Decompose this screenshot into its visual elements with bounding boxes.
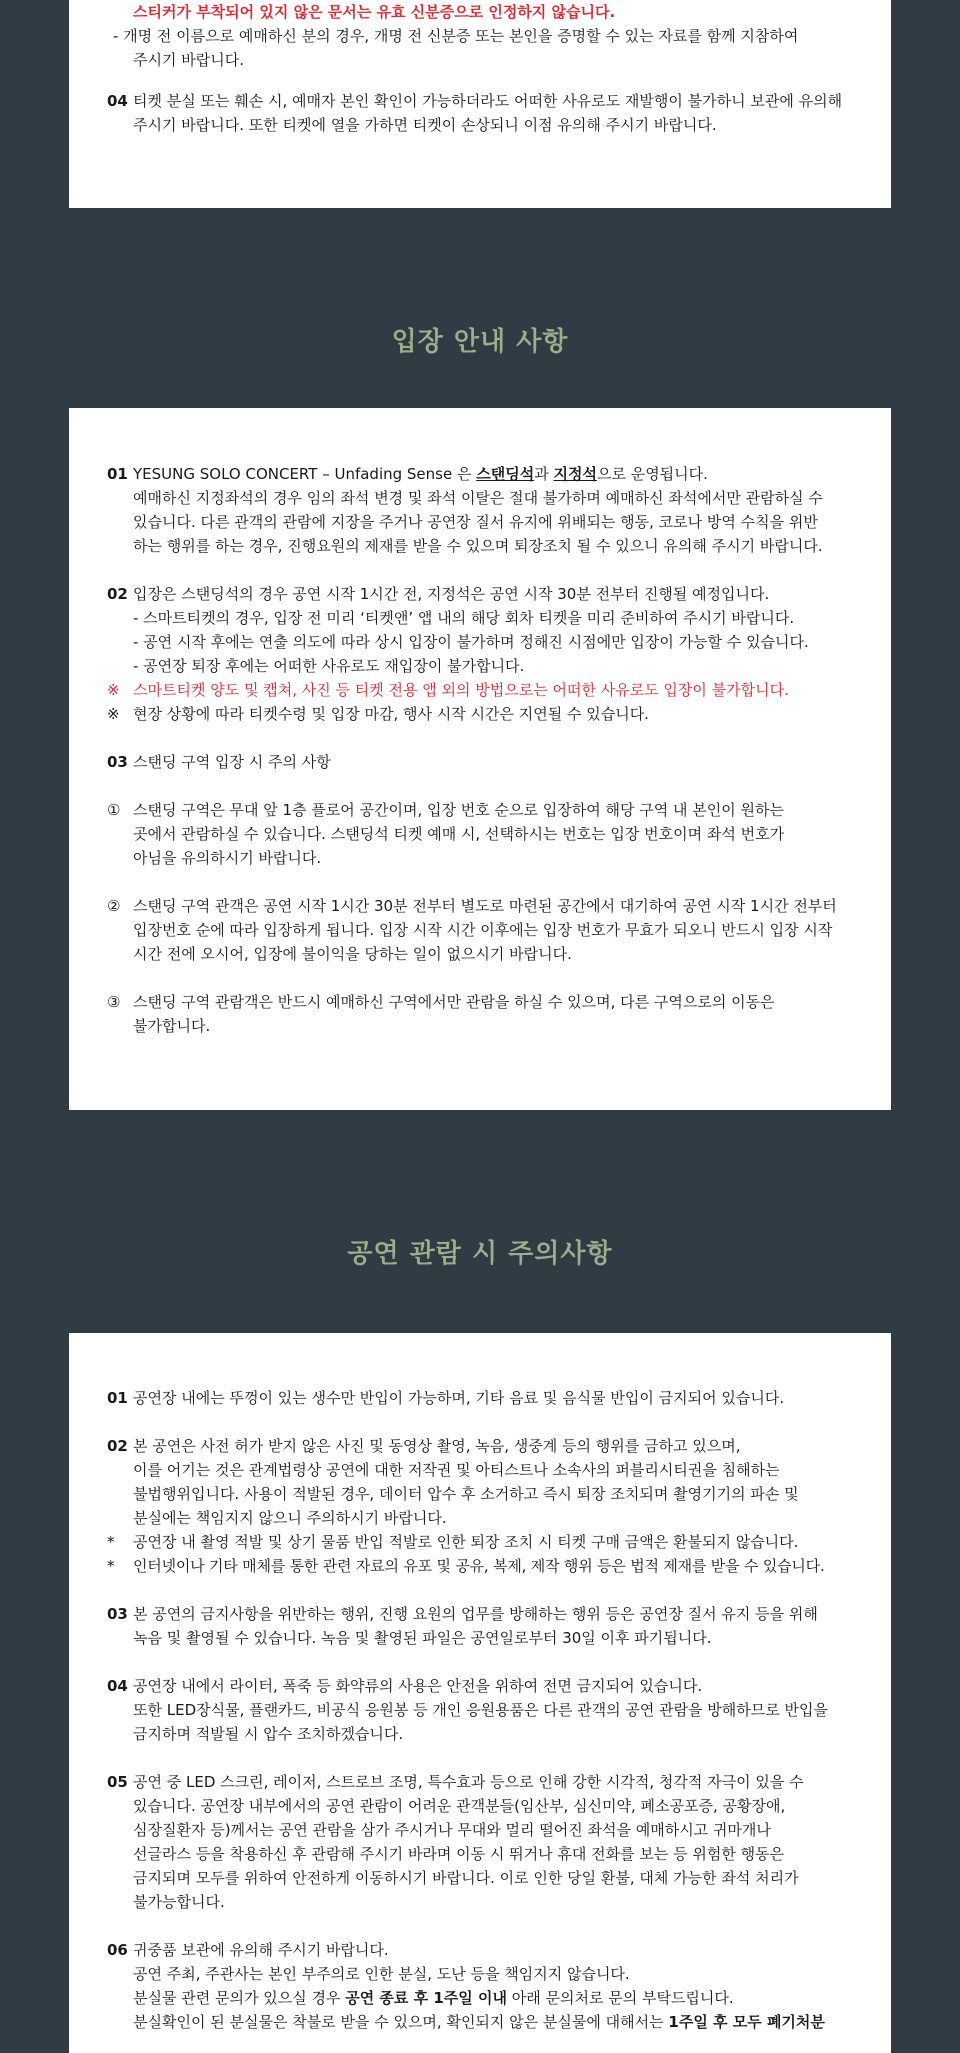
- item-text-line: 공연장 내에는 뚜껑이 있는 생수만 반입이 가능하며, 기타 음료 및 음식물 반입이 금지되어 있습니다.: [133, 1389, 785, 1407]
- item-text-line: 예매하신 지정좌석의 경우 임의 좌석 변경 및 좌석 이탈은 절대 불가하며 예매하신 좌석에서만 관람하실 수: [133, 489, 823, 507]
- item-text-line: [133, 462, 869, 486]
- note-mark: ※: [107, 681, 120, 699]
- item-text-line: - 스마트티켓의 경우, 입장 전 미리 ‘티켓앤’ 앱 내의 해당 회차 티켓을 미리 준비하여 주시기 바랍니다.: [133, 609, 795, 627]
- item-text-line: 공연 주최, 주관사는 본인 부주의로 인한 분실, 도난 등을 책임지지 않습니다.: [133, 1965, 630, 1983]
- item-text-line: 금지되며 모두를 위하여 안전하게 이동하시기 바랍니다. 이로 인한 당일 환불, 대체 가능한 좌석 처리가: [133, 1869, 799, 1887]
- item-text-line: 주시기 바랍니다. 또한 티켓에 열을 가하면 티켓이 손상되니 이점 유의해 주시기 바랍니다.: [133, 116, 717, 134]
- item-text-line: 이를 어기는 것은 관계법령상 공연에 대한 저작권 및 아티스트나 소속사의 퍼블리시티권을 침해하는: [133, 1461, 780, 1479]
- standing-rule-3: [107, 990, 869, 1038]
- item-number: 03: [107, 753, 128, 771]
- circled-number: ③: [107, 993, 121, 1011]
- item-text-line: 스탠딩 구역 관객은 공연 시작 1시간 30분 전부터 별도로 마련된 공간에서 대기하여 공연 시작 1시간 전부터: [133, 897, 837, 915]
- disposal-notice: 1주일 후 모두 폐기처분: [668, 2013, 825, 2031]
- entry-item-01: [107, 462, 869, 558]
- item-text-line: 티켓 분실 또는 훼손 시, 예매자 본인 확인이 가능하더라도 어떠한 사유로도 재발행이 불가하니 보관에 유의해: [133, 92, 843, 110]
- item-text-line: [133, 1986, 869, 2010]
- operation-text: 으로 운영됩니다.: [596, 465, 708, 483]
- section-title-entry: 입장 안내 사항: [391, 327, 569, 357]
- smart-ticket-warning: [107, 678, 869, 702]
- viewing-caution-card: [69, 1333, 891, 2053]
- item-text-line: 선글라스 등을 착용하신 후 관람해 주시기 바라며 이동 시 뛰거나 휴대 전화를 보는 등 위험한 행동은: [133, 1845, 785, 1863]
- item-text-line: 녹음 및 촬영될 수 있습니다. 녹음 및 촬영된 파일은 공연일로부터 30일 이후 파기됩니다.: [133, 1629, 712, 1647]
- entry-item-03: [107, 750, 869, 774]
- item-text-line: 금지하며 적발될 시 압수 조치하겠습니다.: [133, 1725, 404, 1743]
- item-text-line: 본 공연은 사전 허가 받지 않은 사진 및 동영상 촬영, 녹음, 생중계 등의 행위를 금하고 있으며,: [133, 1437, 741, 1455]
- viewing-item-02: [107, 1434, 869, 1530]
- item-text-line: 입장은 스탠딩석의 경우 공연 시작 1시간 전, 지정석은 공연 시작 30분 전부터 진행될 예정입니다.: [133, 585, 770, 603]
- viewing-item-05: [107, 1770, 869, 1914]
- circled-number: ②: [107, 897, 121, 915]
- id-sticker-warning: 스티커가 부착되어 있지 않은 문서는 유효 신분증으로 인정하지 않습니다.: [133, 3, 616, 21]
- item-text-line: - 공연 시작 후에는 연출 의도에 따라 상시 입장이 불가하며 정해진 시점에만 입장이 가능할 수 있습니다.: [133, 633, 809, 651]
- standing-seat-label: 스탠딩석: [476, 465, 535, 483]
- item-text-line: 불가능합니다.: [133, 1893, 225, 1911]
- standing-rule-1: [107, 798, 869, 870]
- standing-rule-2: [107, 894, 869, 966]
- lost-item-text: 분실물 관련 문의가 있으실 경우: [133, 1989, 346, 2007]
- note-mark: ※: [107, 705, 120, 723]
- item-text-line: 귀중품 보관에 유의해 주시기 바랍니다.: [133, 1941, 389, 1959]
- item-text-line: 있습니다. 다른 관객의 관람에 지장을 주거나 공연장 질서 유지에 위배되는 행동, 코로나 방역 수칙을 위반: [133, 513, 818, 531]
- item-text-line: 스탠딩 구역 입장 시 주의 사항: [133, 753, 331, 771]
- item-text-line: - 공연장 퇴장 후에는 어떠한 사유로도 재입장이 불가합니다.: [133, 657, 525, 675]
- footnote-mark: *: [107, 1533, 115, 1551]
- lost-item-deadline: 공연 종료 후 1주일 이내: [345, 1989, 507, 2007]
- viewing-item-04: [107, 1674, 869, 1746]
- distribution-footnote: [107, 1554, 869, 1578]
- item-text-line: 또한 LED장식물, 플랜카드, 비공식 응원봉 등 개인 응원용품은 다른 관객의 공연 관람을 방해하므로 반입을: [133, 1701, 828, 1719]
- item-text-line: 시간 전에 오시어, 입장에 불이익을 당하는 일이 없으시기 바랍니다.: [133, 945, 572, 963]
- item-text-line: 분실에는 책임지지 않으니 주의하시기 바랍니다.: [133, 1509, 447, 1527]
- connector-text: 과: [534, 465, 554, 483]
- item-number: 04: [107, 92, 128, 110]
- item-text-line: 공연장 내에서 라이터, 폭죽 등 화약류의 사용은 안전을 위하여 전면 금지되어 있습니다.: [133, 1677, 703, 1695]
- item-text-line: 심장질환자 등)께서는 공연 관람을 삼가 주시거나 무대와 멀리 떨어진 좌석을 예매하시고 귀마개나: [133, 1821, 771, 1839]
- item-text-line: 곳에서 관람하실 수 있습니다. 스탠딩석 티켓 예매 시, 선택하시는 번호는 입장 번호이며 좌석 번호가: [133, 825, 785, 843]
- item-text-line: 하는 행위를 하는 경우, 진행요원의 제재를 받을 수 있으며 퇴장조치 될 수 있으니 유의해 주시기 바랍니다.: [133, 537, 823, 555]
- delay-note: [107, 702, 869, 726]
- item-number: 05: [107, 1773, 128, 1791]
- viewing-item-03: [107, 1602, 869, 1650]
- reserved-seat-label: 지정석: [553, 465, 597, 483]
- item-number: 04: [107, 1677, 128, 1695]
- rename-note-line: 주시기 바랍니다.: [133, 51, 244, 69]
- notice-item-04: [107, 89, 869, 137]
- concert-name: YESUNG SOLO CONCERT – Unfading Sense 은: [133, 465, 477, 483]
- section-title-viewing: 공연 관람 시 주의사항: [347, 1239, 613, 1269]
- entry-item-02: [107, 582, 869, 678]
- item-number: 02: [107, 585, 128, 603]
- footnote-mark: *: [107, 1557, 115, 1575]
- note-text: 스마트티켓 양도 및 캡쳐, 사진 등 티켓 전용 앱 외의 방법으로는 어떠한 사유로도 입장이 불가합니다.: [133, 681, 789, 699]
- item-number: 01: [107, 465, 128, 483]
- item-number: 06: [107, 1941, 128, 1959]
- viewing-item-06: [107, 1938, 869, 2034]
- item-text-line: 불법행위입니다. 사용이 적발된 경우, 데이터 압수 후 소거하고 즉시 퇴장 조치되며 촬영기기의 파손 및: [133, 1485, 799, 1503]
- circled-number: ①: [107, 801, 121, 819]
- item-text-line: 불가합니다.: [133, 1017, 211, 1035]
- item-text-line: [133, 2010, 869, 2034]
- footnote-text: 공연장 내 촬영 적발 및 상기 물품 반입 적발로 인한 퇴장 조치 시 티켓 구매 금액은 환불되지 않습니다.: [133, 1533, 799, 1551]
- item-text-line: 입장번호 순에 따라 입장하게 됩니다. 입장 시작 시간 이후에는 입장 번호가 무효가 되오니 반드시 입장 시작: [133, 921, 833, 939]
- item-number: 02: [107, 1437, 128, 1455]
- item-text-line: 스탠딩 구역은 무대 앞 1층 플로어 공간이며, 입장 번호 순으로 입장하여 해당 구역 내 본인이 원하는: [133, 801, 784, 819]
- rename-note-line: - 개명 전 이름으로 예매하신 분의 경우, 개명 전 신분증 또는 본인을 증명할 수 있는 자료를 함께 지참하여: [113, 27, 799, 45]
- refund-footnote: [107, 1530, 869, 1554]
- item-number: 01: [107, 1389, 128, 1407]
- item-text-line: 스탠딩 구역 관람객은 반드시 예매하신 구역에서만 관람을 하실 수 있으며, 다른 구역으로의 이동은: [133, 993, 775, 1011]
- item-number: 03: [107, 1605, 128, 1623]
- item-text-line: 본 공연의 금지사항을 위반하는 행위, 진행 요원의 업무를 방해하는 행위 등은 공연장 질서 유지 등을 위해: [133, 1605, 818, 1623]
- entry-info-card: [69, 408, 891, 1110]
- note-text: 현장 상황에 따라 티켓수령 및 입장 마감, 행사 시작 시간은 지연될 수 있습니다.: [133, 705, 649, 723]
- footnote-text: 인터넷이나 기타 매체를 통한 관련 자료의 유포 및 공유, 복제, 제작 행위 등은 법적 제재를 받을 수 있습니다.: [133, 1557, 825, 1575]
- item-text-line: 공연 중 LED 스크린, 레이저, 스트로브 조명, 특수효과 등으로 인해 강한 시각적, 청각적 자극이 있을 수: [133, 1773, 804, 1791]
- item-text-line: 있습니다. 공연장 내부에서의 공연 관람이 어려운 관객분들(임산부, 심신미약, 폐소공포증, 공황장애,: [133, 1797, 786, 1815]
- lost-item-text: 분실확인이 된 분실물은 착불로 받을 수 있으며, 확인되지 않은 분실물에 대해서는: [133, 2013, 669, 2031]
- lost-item-text: 아래 문의처로 문의 부탁드립니다.: [506, 1989, 734, 2007]
- item-text-line: 아님을 유의하시기 바랍니다.: [133, 849, 322, 867]
- ticket-notice-card: [69, 0, 891, 208]
- viewing-item-01: [107, 1386, 869, 1410]
